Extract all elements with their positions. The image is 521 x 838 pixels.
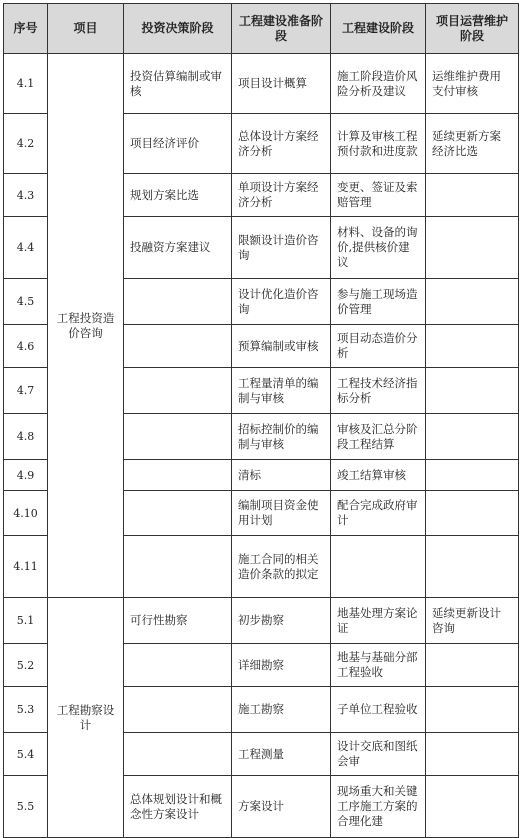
decision-stage-cell	[124, 491, 232, 536]
header-num: 序号	[4, 4, 48, 54]
row-number: 4.5	[4, 279, 48, 325]
decision-stage-cell: 规划方案比选	[124, 174, 232, 217]
preparation-stage-cell: 详细勘察	[232, 644, 331, 687]
row-number: 4.10	[4, 491, 48, 536]
row-number: 5.5	[4, 776, 48, 838]
construction-stage-cell: 地基与基础分部工程验收	[331, 644, 426, 687]
operation-stage-cell	[426, 279, 519, 325]
construction-stage-cell: 计算及审核工程预付款和进度款	[331, 114, 426, 174]
preparation-stage-cell: 编制项目资金使用计划	[232, 491, 331, 536]
project-category: 工程投资造价咨询	[48, 54, 124, 598]
decision-stage-cell: 投融资方案建议	[124, 217, 232, 279]
row-number: 4.9	[4, 460, 48, 491]
decision-stage-cell	[124, 325, 232, 368]
operation-stage-cell	[426, 733, 519, 776]
construction-stage-cell: 审核及汇总分阶段工程结算	[331, 414, 426, 460]
preparation-stage-cell: 清标	[232, 460, 331, 491]
table-row	[4, 598, 519, 644]
decision-stage-cell	[124, 414, 232, 460]
row-number: 4.11	[4, 536, 48, 598]
row-number: 5.3	[4, 687, 48, 733]
decision-stage-cell: 项目经济评价	[124, 114, 232, 174]
decision-stage-cell	[124, 368, 232, 414]
decision-stage-cell	[124, 733, 232, 776]
operation-stage-cell: 延续更新方案经济比选	[426, 114, 519, 174]
preparation-stage-cell: 项目设计概算	[232, 54, 331, 114]
operation-stage-cell	[426, 217, 519, 279]
preparation-stage-cell: 方案设计	[232, 776, 331, 838]
construction-stage-cell	[331, 536, 426, 598]
construction-stage-cell: 竣工结算审核	[331, 460, 426, 491]
row-number: 4.4	[4, 217, 48, 279]
preparation-stage-cell: 工程测量	[232, 733, 331, 776]
preparation-stage-cell: 预算编制或审核	[232, 325, 331, 368]
header-operation-stage: 项目运营维护阶段	[426, 4, 519, 54]
preparation-stage-cell: 初步勘察	[232, 598, 331, 644]
construction-stage-cell: 工程技术经济指标分析	[331, 368, 426, 414]
operation-stage-cell	[426, 536, 519, 598]
row-number: 5.4	[4, 733, 48, 776]
operation-stage-cell	[426, 776, 519, 838]
project-category: 工程勘察设计	[48, 598, 124, 838]
preparation-stage-cell: 施工勘察	[232, 687, 331, 733]
row-number: 4.1	[4, 54, 48, 114]
row-number: 4.2	[4, 114, 48, 174]
row-number: 4.7	[4, 368, 48, 414]
preparation-stage-cell: 施工合同的相关造价条款的拟定	[232, 536, 331, 598]
operation-stage-cell	[426, 368, 519, 414]
construction-stage-cell: 材料、设备的询价,提供核价建议	[331, 217, 426, 279]
construction-stage-cell: 施工阶段造价风险分析及建议	[331, 54, 426, 114]
decision-stage-cell: 投资估算编制或审核	[124, 54, 232, 114]
header-row	[4, 4, 519, 54]
service-table	[3, 3, 519, 838]
header-construction-stage: 工程建设阶段	[331, 4, 426, 54]
construction-stage-cell: 子单位工程验收	[331, 687, 426, 733]
preparation-stage-cell: 招标控制价的编制与审核	[232, 414, 331, 460]
header-project: 项目	[48, 4, 124, 54]
header-decision-stage: 投资决策阶段	[124, 4, 232, 54]
operation-stage-cell	[426, 174, 519, 217]
operation-stage-cell	[426, 325, 519, 368]
row-number: 4.8	[4, 414, 48, 460]
row-number: 5.1	[4, 598, 48, 644]
operation-stage-cell	[426, 644, 519, 687]
operation-stage-cell: 运维维护费用支付审核	[426, 54, 519, 114]
construction-stage-cell: 配合完成政府审计	[331, 491, 426, 536]
operation-stage-cell: 延续更新设计咨询	[426, 598, 519, 644]
preparation-stage-cell: 设计优化造价咨询	[232, 279, 331, 325]
preparation-stage-cell: 单项设计方案经济分析	[232, 174, 331, 217]
operation-stage-cell	[426, 460, 519, 491]
construction-stage-cell: 参与施工现场造价管理	[331, 279, 426, 325]
operation-stage-cell	[426, 491, 519, 536]
row-number: 5.2	[4, 644, 48, 687]
decision-stage-cell	[124, 536, 232, 598]
construction-stage-cell: 项目动态造价分析	[331, 325, 426, 368]
decision-stage-cell: 可行性勘察	[124, 598, 232, 644]
construction-stage-cell: 设计交底和图纸会审	[331, 733, 426, 776]
decision-stage-cell	[124, 687, 232, 733]
operation-stage-cell	[426, 687, 519, 733]
decision-stage-cell	[124, 644, 232, 687]
decision-stage-cell: 总体规划设计和概念性方案设计	[124, 776, 232, 838]
header-preparation-stage: 工程建设准备阶段	[232, 4, 331, 54]
decision-stage-cell	[124, 460, 232, 491]
operation-stage-cell	[426, 414, 519, 460]
table-row	[4, 54, 519, 114]
construction-stage-cell: 现场重大和关键工序施工方案的合理化建	[331, 776, 426, 838]
row-number: 4.3	[4, 174, 48, 217]
construction-stage-cell: 地基处理方案论证	[331, 598, 426, 644]
preparation-stage-cell: 工程量清单的编制与审核	[232, 368, 331, 414]
decision-stage-cell	[124, 279, 232, 325]
row-number: 4.6	[4, 325, 48, 368]
preparation-stage-cell: 限额设计造价咨询	[232, 217, 331, 279]
construction-stage-cell: 变更、签证及索赔管理	[331, 174, 426, 217]
preparation-stage-cell: 总体设计方案经济分析	[232, 114, 331, 174]
